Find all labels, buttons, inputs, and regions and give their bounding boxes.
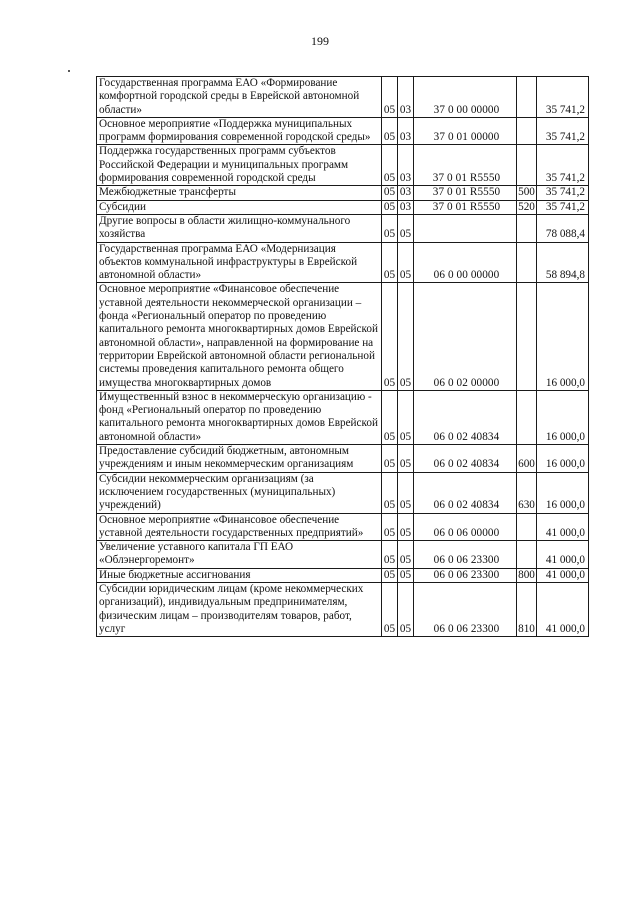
- subsection-code: 05: [398, 242, 414, 283]
- amount-value: 16 000,0: [537, 283, 589, 390]
- expense-type-code: [517, 513, 537, 541]
- budget-table: [96, 76, 589, 637]
- expense-type-code: [517, 77, 537, 118]
- amount-value: 35 741,2: [537, 145, 589, 186]
- subsection-code: 03: [398, 200, 414, 214]
- target-article-code: [414, 214, 517, 242]
- amount-value: 35 741,2: [537, 200, 589, 214]
- target-article-code: 37 0 01 R5550: [414, 186, 517, 200]
- expense-type-code: [517, 541, 537, 569]
- table-row: [97, 390, 589, 444]
- expense-type-code: [517, 390, 537, 444]
- table-row: [97, 582, 589, 636]
- expense-type-code: [517, 283, 537, 390]
- subsection-code: 05: [398, 513, 414, 541]
- section-code: 05: [382, 568, 398, 582]
- subsection-code: 03: [398, 77, 414, 118]
- table-row: [97, 472, 589, 513]
- budget-item-name: Государственная программа ЕАО «Модернизация объектов коммунальной инфраструктуры в Еврейской автономной области»: [97, 242, 382, 283]
- target-article-code: 06 0 02 40834: [414, 445, 517, 473]
- budget-item-name: Основное мероприятие «Финансовое обеспечение уставной деятельности государственных предприятий»: [97, 513, 382, 541]
- amount-value: 41 000,0: [537, 541, 589, 569]
- subsection-code: 05: [398, 283, 414, 390]
- table-row: [97, 117, 589, 145]
- subsection-code: 05: [398, 390, 414, 444]
- table-row: [97, 513, 589, 541]
- amount-value: 35 741,2: [537, 117, 589, 145]
- target-article-code: 06 0 02 40834: [414, 472, 517, 513]
- budget-item-name: Основное мероприятие «Финансовое обеспечение уставной деятельности некоммерческой организации – фонда «Региональный оператор по проведению капитального ремонта многоквартирных домов Еврейской автономной области», направленной на формирование на территории Еврейской автономной области региональной системы проведения капитального ремонта общего имущества многоквартирных домов: [97, 283, 382, 390]
- subsection-code: 03: [398, 145, 414, 186]
- amount-value: 35 741,2: [537, 186, 589, 200]
- target-article-code: 06 0 06 23300: [414, 541, 517, 569]
- budget-item-name: Имущественный взнос в некоммерческую организацию - фонд «Региональный оператор по проведению капитального ремонта многоквартирных домов Еврейской автономной области»: [97, 390, 382, 444]
- target-article-code: 37 0 01 R5550: [414, 200, 517, 214]
- amount-value: 78 088,4: [537, 214, 589, 242]
- section-code: 05: [382, 200, 398, 214]
- table-row: [97, 568, 589, 582]
- expense-type-code: [517, 242, 537, 283]
- section-code: 05: [382, 186, 398, 200]
- subsection-code: 05: [398, 541, 414, 569]
- expense-type-code: 500: [518, 186, 535, 199]
- section-code: 05: [382, 77, 398, 118]
- subsection-code: 05: [398, 472, 414, 513]
- table-row: [97, 186, 589, 200]
- section-code: 05: [382, 472, 398, 513]
- amount-value: 16 000,0: [537, 390, 589, 444]
- expense-type-code: 810: [517, 582, 537, 636]
- budget-item-name: Предоставление субсидий бюджетным, автономным учреждениям и иным некоммерческим организациям: [97, 445, 382, 473]
- budget-item-name: Межбюджетные трансферты: [97, 186, 382, 200]
- budget-table-body: [97, 77, 589, 637]
- amount-value: 41 000,0: [537, 582, 589, 636]
- target-article-code: 37 0 00 00000: [414, 77, 517, 118]
- budget-item-name: Иные бюджетные ассигнования: [97, 568, 382, 582]
- section-code: 05: [382, 214, 398, 242]
- section-code: 05: [382, 283, 398, 390]
- expense-type-code: [517, 117, 537, 145]
- expense-type-code: 520: [518, 200, 535, 213]
- section-code: 05: [382, 582, 398, 636]
- amount-value: 16 000,0: [537, 445, 589, 473]
- scan-speck: [68, 70, 70, 72]
- expense-type-code: 600: [517, 445, 537, 473]
- expense-type-code: [517, 145, 537, 186]
- section-code: 05: [382, 145, 398, 186]
- amount-value: 41 000,0: [537, 568, 589, 582]
- expense-type-code: 630: [517, 472, 537, 513]
- table-row: [97, 242, 589, 283]
- subsection-code: 03: [398, 186, 414, 200]
- section-code: 05: [382, 117, 398, 145]
- subsection-code: 05: [398, 214, 414, 242]
- amount-value: 16 000,0: [537, 472, 589, 513]
- target-article-code: 37 0 01 00000: [414, 117, 517, 145]
- table-row: [97, 214, 589, 242]
- section-code: 05: [382, 445, 398, 473]
- section-code: 05: [382, 513, 398, 541]
- target-article-code: 06 0 06 23300: [414, 582, 517, 636]
- expense-type-code: 800: [518, 568, 535, 581]
- budget-item-name: Субсидии: [97, 200, 382, 214]
- budget-item-name: Государственная программа ЕАО «Формирование комфортной городской среды в Еврейской автономной области»: [97, 77, 382, 118]
- target-article-code: 06 0 00 00000: [414, 242, 517, 283]
- budget-item-name: Поддержка государственных программ субъектов Российской Федерации и муниципальных программ формирования современной городской среды: [97, 145, 382, 186]
- subsection-code: 03: [398, 117, 414, 145]
- table-row: [97, 145, 589, 186]
- section-code: 05: [382, 390, 398, 444]
- table-row: [97, 445, 589, 473]
- subsection-code: 05: [398, 568, 414, 582]
- amount-value: 41 000,0: [537, 513, 589, 541]
- budget-item-name: Увеличение уставного капитала ГП ЕАО «Облэнергоремонт»: [97, 541, 382, 569]
- target-article-code: 06 0 02 40834: [414, 390, 517, 444]
- budget-item-name: Субсидии некоммерческим организациям (за исключением государственных (муниципальных) учреждений): [97, 472, 382, 513]
- section-code: 05: [382, 242, 398, 283]
- table-row: [97, 77, 589, 118]
- subsection-code: 05: [398, 582, 414, 636]
- table-row: [97, 283, 589, 390]
- budget-item-name: Субсидии юридическим лицам (кроме некоммерческих организаций), индивидуальным предпринимателям, физическим лицам – производителям товаров, работ, услуг: [97, 582, 382, 636]
- target-article-code: 06 0 02 00000: [414, 283, 517, 390]
- budget-item-name: Основное мероприятие «Поддержка муниципальных программ формирования современной городской среды»: [97, 117, 382, 145]
- table-row: [97, 541, 589, 569]
- target-article-code: 06 0 06 00000: [414, 513, 517, 541]
- target-article-code: 37 0 01 R5550: [414, 145, 517, 186]
- table-row: [97, 200, 589, 214]
- target-article-code: 06 0 06 23300: [414, 568, 517, 582]
- subsection-code: 05: [398, 445, 414, 473]
- page-number: 199: [311, 34, 329, 48]
- section-code: 05: [382, 541, 398, 569]
- expense-type-code: [517, 214, 537, 242]
- budget-item-name: Другие вопросы в области жилищно-коммунального хозяйства: [97, 214, 382, 242]
- amount-value: 58 894,8: [537, 242, 589, 283]
- amount-value: 35 741,2: [537, 77, 589, 118]
